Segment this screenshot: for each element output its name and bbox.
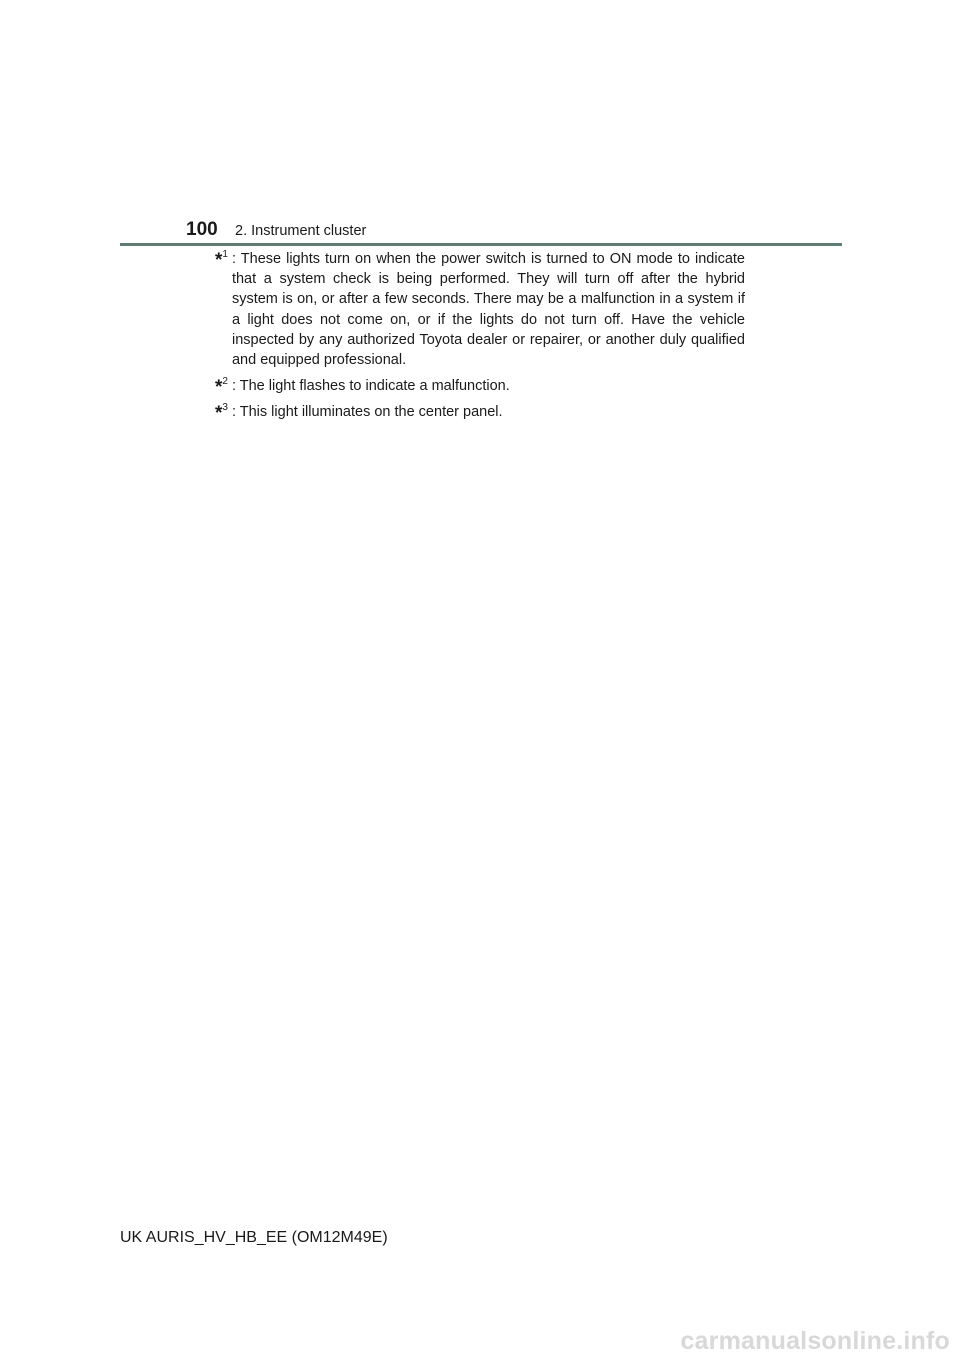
footnote-number: 3: [222, 402, 228, 414]
footnote-3: [215, 402, 745, 425]
document-code: UK AURIS_HV_HB_EE (OM12M49E): [120, 1229, 388, 1246]
asterisk-icon: *: [215, 377, 223, 399]
header-divider: [120, 243, 842, 246]
footnote-1: [215, 249, 745, 370]
footnote-marker: [215, 249, 232, 370]
footnote-number: 2: [222, 376, 228, 388]
footnote-text: : These lights turn on when the power switch is turned to ON mode to indicate that a system check is being performed. They will turn off after the hybrid system is on, or after a few seconds. There may be a malfunction in a system if a light does not come on, or if the lights do not turn off. Have the vehicle inspected by any authorized Toyota dealer or repairer, or another duly qualified and equipped professional.: [231, 251, 745, 369]
asterisk-icon: *: [215, 403, 223, 425]
page-number: 100: [186, 219, 218, 240]
footnote-marker: [215, 402, 232, 425]
footnote-text: : This light illuminates on the center panel.: [231, 404, 503, 421]
section-title: 2. Instrument cluster: [235, 223, 367, 239]
asterisk-icon: *: [215, 250, 223, 271]
footnote-2: [215, 376, 745, 399]
footnote-text: : The light flashes to indicate a malfunction.: [231, 378, 510, 395]
footnote-marker: [215, 376, 232, 399]
watermark: carmanualsonline.info: [680, 1327, 950, 1355]
footnotes: [215, 249, 745, 429]
footnote-number: 1: [222, 249, 228, 260]
